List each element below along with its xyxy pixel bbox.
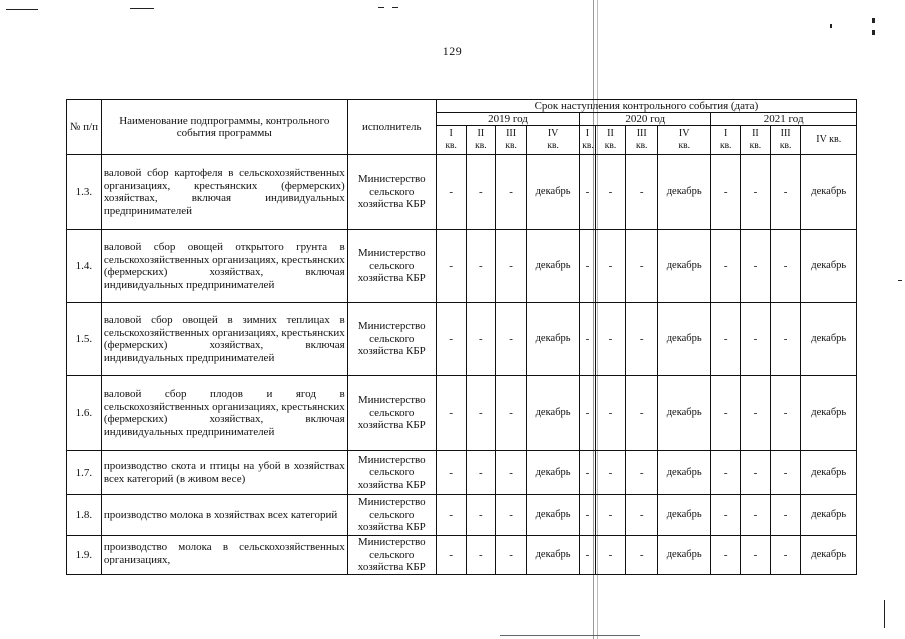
row-event-name: производство молока в сельскохозяйственных организациях, xyxy=(101,536,347,575)
cell-dash: - xyxy=(436,495,466,536)
cell-dash: - xyxy=(711,451,741,495)
cell-dash: - xyxy=(466,155,496,230)
cell-month: декабрь xyxy=(658,495,711,536)
cell-dash: - xyxy=(741,155,771,230)
quarter-header: II кв. xyxy=(595,126,626,155)
cell-dash: - xyxy=(770,451,801,495)
row-event-name: валовой сбор овощей открытого грунта в сельскохозяйственных организациях, крестьянских (фермерских) хозяйствах, включая индивидуальных предпринимателей xyxy=(101,230,347,303)
row-number: 1.8. xyxy=(67,495,102,536)
quarter-header: I кв. xyxy=(580,126,595,155)
cell-month: декабрь xyxy=(526,303,579,376)
cell-dash: - xyxy=(496,155,527,230)
cell-dash: - xyxy=(711,155,741,230)
quarter-header: I кв. xyxy=(436,126,466,155)
cell-dash: - xyxy=(711,376,741,451)
row-number: 1.5. xyxy=(67,303,102,376)
cell-month: декабрь xyxy=(658,536,711,575)
year-header-2019: 2019 год xyxy=(436,113,579,126)
cell-dash: - xyxy=(770,495,801,536)
cell-dash: - xyxy=(626,536,658,575)
cell-dash: - xyxy=(770,230,801,303)
row-executor: Министерство сельского хозяйства КБР xyxy=(347,376,436,451)
cell-dash: - xyxy=(436,155,466,230)
cell-dash: - xyxy=(496,303,527,376)
cell-month: декабрь xyxy=(801,230,857,303)
cell-dash: - xyxy=(466,230,496,303)
cell-dash: - xyxy=(580,451,595,495)
cell-dash: - xyxy=(626,230,658,303)
cell-dash: - xyxy=(770,155,801,230)
cell-dash: - xyxy=(626,155,658,230)
scan-mark xyxy=(872,18,875,23)
cell-month: декабрь xyxy=(801,451,857,495)
cell-month: декабрь xyxy=(801,376,857,451)
cell-dash: - xyxy=(466,451,496,495)
cell-month: декабрь xyxy=(801,155,857,230)
row-number: 1.4. xyxy=(67,230,102,303)
cell-dash: - xyxy=(711,230,741,303)
cell-month: декабрь xyxy=(658,155,711,230)
cell-dash: - xyxy=(741,376,771,451)
cell-month: декабрь xyxy=(526,376,579,451)
scan-mark xyxy=(378,7,384,8)
cell-month: декабрь xyxy=(658,303,711,376)
column-header-name: Наименование подпрограммы, контрольного события программы xyxy=(101,100,347,155)
cell-dash: - xyxy=(711,495,741,536)
row-event-name: валовой сбор овощей в зимних теплицах в сельскохозяйственных организациях, крестьянских (фермерских) хозяйствах, включая индивидуальных предпринимателей xyxy=(101,303,347,376)
row-event-name: производство скота и птицы на убой в хозяйствах всех категорий (в живом весе) xyxy=(101,451,347,495)
scan-mark xyxy=(830,24,832,28)
cell-dash: - xyxy=(580,536,595,575)
quarter-header: III кв. xyxy=(770,126,801,155)
cell-dash: - xyxy=(436,230,466,303)
cell-month: декабрь xyxy=(801,536,857,575)
column-header-deadline: Срок наступления контрольного события (дата) xyxy=(436,100,856,113)
control-events-table xyxy=(66,99,857,575)
row-executor: Министерство сельского хозяйства КБР xyxy=(347,495,436,536)
cell-dash: - xyxy=(595,376,626,451)
row-executor: Министерство сельского хозяйства КБР xyxy=(347,230,436,303)
cell-month: декабрь xyxy=(801,303,857,376)
cell-dash: - xyxy=(626,451,658,495)
cell-dash: - xyxy=(711,536,741,575)
cell-dash: - xyxy=(711,303,741,376)
row-executor: Министерство сельского хозяйства КБР xyxy=(347,155,436,230)
quarter-header: II кв. xyxy=(466,126,496,155)
quarter-header: II кв. xyxy=(741,126,771,155)
cell-month: декабрь xyxy=(658,376,711,451)
scan-mark xyxy=(884,600,885,628)
cell-month: декабрь xyxy=(526,451,579,495)
cell-dash: - xyxy=(770,376,801,451)
table-row xyxy=(67,451,857,495)
cell-dash: - xyxy=(580,230,595,303)
cell-month: декабрь xyxy=(801,495,857,536)
quarter-header: I кв. xyxy=(711,126,741,155)
cell-dash: - xyxy=(466,303,496,376)
table-row xyxy=(67,155,857,230)
cell-dash: - xyxy=(580,155,595,230)
cell-dash: - xyxy=(436,303,466,376)
cell-month: декабрь xyxy=(658,230,711,303)
cell-dash: - xyxy=(770,536,801,575)
table-row xyxy=(67,495,857,536)
row-number: 1.9. xyxy=(67,536,102,575)
row-event-name: валовой сбор картофеля в сельскохозяйственных организациях, крестьянских (фермерских) хозяйствах, включая индивидуальных предпринимателей xyxy=(101,155,347,230)
cell-dash: - xyxy=(466,495,496,536)
cell-dash: - xyxy=(770,303,801,376)
table-row xyxy=(67,230,857,303)
cell-dash: - xyxy=(595,451,626,495)
cell-dash: - xyxy=(595,155,626,230)
page-number: 129 xyxy=(442,44,463,58)
quarter-header: IV кв. xyxy=(526,126,579,155)
scan-mark xyxy=(130,8,154,9)
cell-dash: - xyxy=(436,376,466,451)
cell-month: декабрь xyxy=(526,155,579,230)
cell-dash: - xyxy=(595,303,626,376)
quarter-header: III кв. xyxy=(626,126,658,155)
cell-dash: - xyxy=(741,303,771,376)
cell-month: декабрь xyxy=(526,230,579,303)
scan-mark xyxy=(6,9,38,10)
cell-month: декабрь xyxy=(526,495,579,536)
column-header-executor: исполнитель xyxy=(347,100,436,155)
scan-mark xyxy=(392,7,398,8)
quarter-header: III кв. xyxy=(496,126,527,155)
cell-dash: - xyxy=(580,376,595,451)
cell-dash: - xyxy=(626,303,658,376)
cell-dash: - xyxy=(626,495,658,536)
cell-dash: - xyxy=(741,230,771,303)
cell-dash: - xyxy=(496,376,527,451)
cell-dash: - xyxy=(741,536,771,575)
table-row xyxy=(67,376,857,451)
cell-dash: - xyxy=(436,536,466,575)
cell-dash: - xyxy=(595,495,626,536)
scan-mark xyxy=(500,635,640,636)
cell-dash: - xyxy=(595,536,626,575)
table-row xyxy=(67,303,857,376)
quarter-header: IV кв. xyxy=(658,126,711,155)
cell-dash: - xyxy=(436,451,466,495)
table-row xyxy=(67,536,857,575)
quarter-header-iv-last: IV кв. xyxy=(801,126,857,155)
cell-dash: - xyxy=(496,230,527,303)
scan-mark xyxy=(872,30,875,35)
cell-month: декабрь xyxy=(526,536,579,575)
cell-dash: - xyxy=(580,495,595,536)
cell-dash: - xyxy=(741,451,771,495)
year-header-2021: 2021 год xyxy=(711,113,857,126)
column-header-number: № п/п xyxy=(67,100,102,155)
cell-dash: - xyxy=(595,230,626,303)
cell-dash: - xyxy=(496,495,527,536)
cell-dash: - xyxy=(741,495,771,536)
cell-dash: - xyxy=(496,536,527,575)
row-executor: Министерство сельского хозяйства КБР xyxy=(347,303,436,376)
row-event-name: производство молока в хозяйствах всех категорий xyxy=(101,495,347,536)
cell-dash: - xyxy=(466,536,496,575)
row-executor: Министерство сельского хозяйства КБР xyxy=(347,536,436,575)
year-header-2020: 2020 год xyxy=(580,113,711,126)
cell-dash: - xyxy=(496,451,527,495)
row-event-name: валовой сбор плодов и ягод в сельскохозяйственных организациях, крестьянских (фермерских) хозяйствах, включая индивидуальных предпринимателей xyxy=(101,376,347,451)
cell-dash: - xyxy=(466,376,496,451)
cell-dash: - xyxy=(580,303,595,376)
row-number: 1.7. xyxy=(67,451,102,495)
row-number: 1.6. xyxy=(67,376,102,451)
row-number: 1.3. xyxy=(67,155,102,230)
scan-mark xyxy=(898,280,902,281)
row-executor: Министерство сельского хозяйства КБР xyxy=(347,451,436,495)
cell-month: декабрь xyxy=(658,451,711,495)
cell-dash: - xyxy=(626,376,658,451)
